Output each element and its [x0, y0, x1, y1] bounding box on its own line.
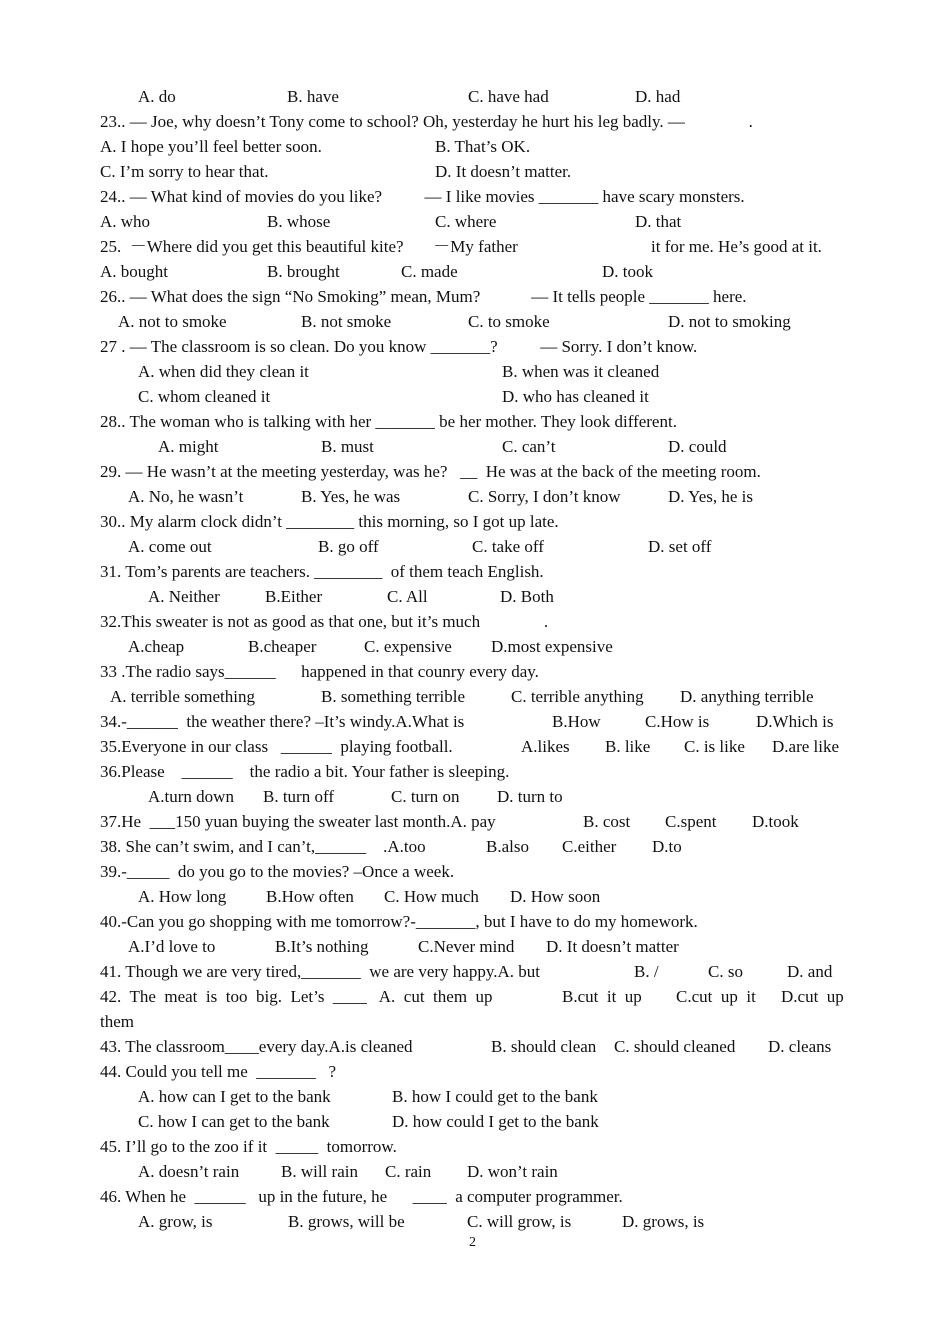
- text-segment: B. when was it cleaned: [502, 362, 660, 381]
- text-segment: C.spent: [665, 812, 717, 831]
- text-segment: B. go off: [318, 537, 379, 556]
- text-segment: D. took: [602, 262, 653, 281]
- text-segment: C. terrible anything: [511, 687, 644, 706]
- text-segment: B. will rain: [281, 1162, 358, 1181]
- text-segment: A. who: [100, 212, 151, 231]
- text-segment: C. should cleaned: [614, 1037, 736, 1056]
- text-segment: 26.. — What does the sign “No Smoking” mean, Mum? — It tells people _______ here.: [100, 287, 747, 306]
- text-segment: 38. She can’t swim, and I can’t,______ .A.too: [100, 837, 426, 856]
- text-segment: A. I hope you’ll feel better soon.: [100, 137, 322, 156]
- text-segment: B.cheaper: [248, 637, 317, 656]
- text-segment: B. whose: [267, 212, 331, 231]
- text-segment: A.I’d love to: [128, 937, 216, 956]
- text-segment: A. come out: [128, 537, 212, 556]
- text-segment: B.cut it up: [562, 987, 642, 1006]
- text-segment: C. how I can get to the bank: [138, 1112, 330, 1131]
- text-segment: C.Never mind: [418, 937, 515, 956]
- text-segment: C. to smoke: [468, 312, 550, 331]
- text-segment: B. how I could get to the bank: [392, 1087, 598, 1106]
- text-segment: C.cut up it: [676, 987, 756, 1006]
- text-segment: D. who has cleaned it: [502, 387, 649, 406]
- text-segment: 39.-_____ do you go to the movies? –Once a week.: [100, 862, 455, 881]
- text-segment: 43. The classroom____every day.A.is cleaned: [100, 1037, 413, 1056]
- text-segment: 25. －Where did you get this beautiful kite? －My father: [100, 237, 518, 256]
- text-segment: A. How long: [138, 887, 227, 906]
- text-segment: D. anything terrible: [680, 687, 814, 706]
- text-segment: C. is like: [684, 737, 745, 756]
- text-segment: C. Sorry, I don’t know: [468, 487, 621, 506]
- text-segment: D. set off: [648, 537, 712, 556]
- text-segment: B. grows, will be: [288, 1212, 405, 1231]
- text-segment: D. and: [787, 962, 833, 981]
- text-segment: 33 .The radio says______ happened in that counry every day.: [100, 662, 539, 681]
- text-segment: B.How: [552, 712, 601, 731]
- text-segment: C. so: [708, 962, 743, 981]
- text-segment: 24.. — What kind of movies do you like? — I like movies _______ have scary monsters.: [100, 187, 745, 206]
- text-segment: 32.This sweater is not as good as that one, but it’s much .: [100, 612, 549, 631]
- text-segment: C. made: [401, 262, 458, 281]
- text-segment: 31. Tom’s parents are teachers. ________ of them teach English.: [100, 562, 544, 581]
- text-segment: C. can’t: [502, 437, 556, 456]
- text-segment: B. /: [634, 962, 659, 981]
- text-segment: D. Yes, he is: [668, 487, 754, 506]
- text-segment: C. turn on: [391, 787, 460, 806]
- text-segment: A. bought: [100, 262, 168, 281]
- text-segment: B. cost: [583, 812, 631, 831]
- text-segment: C. whom cleaned it: [138, 387, 271, 406]
- text-segment: 36.Please ______ the radio a bit. Your father is sleeping.: [100, 762, 510, 781]
- text-segment: D. that: [635, 212, 682, 231]
- text-segment: 29. — He wasn’t at the meeting yesterday, was he? __ He was at the back of the meeting room.: [100, 462, 761, 481]
- text-segment: D.Which is: [756, 712, 834, 731]
- text-segment: D. could: [668, 437, 727, 456]
- text-segment: A. No, he wasn’t: [128, 487, 244, 506]
- text-segment: C. I’m sorry to hear that.: [100, 162, 269, 181]
- text-segment: D. turn to: [497, 787, 563, 806]
- text-segment: 44. Could you tell me _______ ?: [100, 1062, 337, 1081]
- text-segment: B. That’s OK.: [435, 137, 531, 156]
- text-segment: D. not to smoking: [668, 312, 791, 331]
- text-segment: A.cheap: [128, 637, 185, 656]
- text-segment: B.Either: [265, 587, 323, 606]
- text-segment: B.It’s nothing: [275, 937, 369, 956]
- text-segment: C. How much: [384, 887, 479, 906]
- text-segment: C. have had: [468, 87, 549, 106]
- text-segment: 45. I’ll go to the zoo if it _____ tomorrow.: [100, 1137, 397, 1156]
- text-segment: C. take off: [472, 537, 544, 556]
- text-segment: D.to: [652, 837, 682, 856]
- text-segment: 40.-Can you go shopping with me tomorrow?-_______, but I have to do my homework.: [100, 912, 698, 931]
- text-segment: D. Both: [500, 587, 554, 606]
- text-segment: D. grows, is: [622, 1212, 705, 1231]
- text-segment: B. have: [287, 87, 339, 106]
- text-segment: D.cut up: [781, 987, 844, 1006]
- text-segment: 46. When he ______ up in the future, he ____ a computer programmer.: [100, 1187, 623, 1206]
- text-segment: D. cleans: [768, 1037, 832, 1056]
- text-segment: A.turn down: [148, 787, 234, 806]
- text-segment: C. expensive: [364, 637, 452, 656]
- text-segment: 34.-______ the weather there? –It’s windy.A.What is: [100, 712, 465, 731]
- text-segment: 42. The meat is too big. Let’s ____ A. cut them up: [100, 987, 493, 1006]
- text-segment: B. like: [605, 737, 651, 756]
- page-number: 2: [469, 1235, 476, 1250]
- text-segment: D.most expensive: [491, 637, 613, 656]
- text-segment: C.either: [562, 837, 617, 856]
- text-segment: C. will grow, is: [467, 1212, 572, 1231]
- text-segment: D.are like: [772, 737, 840, 756]
- text-segment: them: [100, 1012, 134, 1031]
- text-segment: D. How soon: [510, 887, 601, 906]
- text-segment: B. Yes, he was: [301, 487, 401, 506]
- text-segment: A. not to smoke: [118, 312, 227, 331]
- text-segment: 27 . — The classroom is so clean. Do you know _______? — Sorry. I don’t know.: [100, 337, 698, 356]
- text-segment: B. should clean: [491, 1037, 597, 1056]
- text-segment: A. do: [138, 87, 176, 106]
- text-segment: C. All: [387, 587, 428, 606]
- text-segment: 28.. The woman who is talking with her _______ be her mother. They look different.: [100, 412, 677, 431]
- text-segment: D. had: [635, 87, 681, 106]
- text-segment: A.likes: [521, 737, 570, 756]
- text-segment: 30.. My alarm clock didn’t ________ this morning, so I got up late.: [100, 512, 559, 531]
- text-segment: 41. Though we are very tired,_______ we are very happy.A. but: [100, 962, 540, 981]
- text-segment: C. rain: [385, 1162, 432, 1181]
- text-segment: A. terrible something: [110, 687, 255, 706]
- text-segment: D. won’t rain: [467, 1162, 558, 1181]
- text-segment: A. how can I get to the bank: [138, 1087, 331, 1106]
- text-segment: A. when did they clean it: [138, 362, 309, 381]
- text-segment: C.How is: [645, 712, 710, 731]
- text-segment: B.How often: [266, 887, 354, 906]
- text-segment: B. something terrible: [321, 687, 466, 706]
- text-segment: A. grow, is: [138, 1212, 213, 1231]
- text-segment: B. brought: [267, 262, 340, 281]
- text-segment: 35.Everyone in our class ______ playing football.: [100, 737, 453, 756]
- text-segment: 23.. — Joe, why doesn’t Tony come to school? Oh, yesterday he hurt his leg badly. — .: [100, 112, 753, 131]
- text-segment: A. might: [158, 437, 219, 456]
- text-segment: B. not smoke: [301, 312, 392, 331]
- text-segment: it for me. He’s good at it.: [651, 237, 822, 256]
- text-segment: B.also: [486, 837, 529, 856]
- text-segment: D. It doesn’t matter: [546, 937, 679, 956]
- text-segment: B. must: [321, 437, 374, 456]
- text-segment: D. It doesn’t matter.: [435, 162, 572, 181]
- text-segment: D. how could I get to the bank: [392, 1112, 599, 1131]
- text-segment: D.took: [752, 812, 799, 831]
- text-segment: A. doesn’t rain: [138, 1162, 240, 1181]
- text-segment: B. turn off: [263, 787, 334, 806]
- text-segment: 37.He ___150 yuan buying the sweater last month.A. pay: [100, 812, 496, 831]
- text-segment: C. where: [435, 212, 497, 231]
- text-segment: A. Neither: [148, 587, 220, 606]
